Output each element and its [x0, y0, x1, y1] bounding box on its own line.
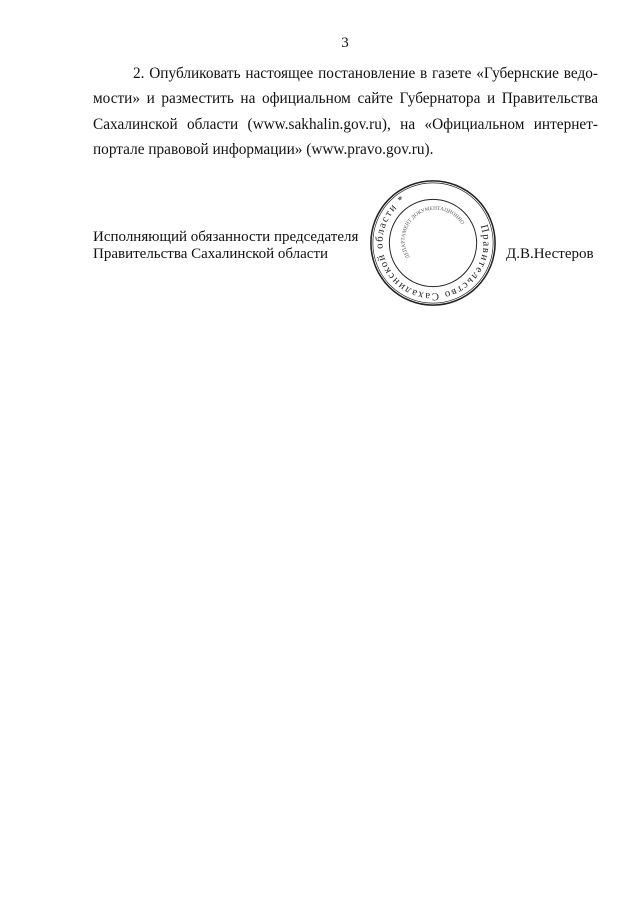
paragraph-line: 2. Опубликовать настоящее постановление в газете «Губернские ведо-: [133, 65, 598, 82]
seal-inner-text: ДЕПАРТАМЕНТ ДОКУМЕНТАЦИОННОГО: [400, 205, 466, 260]
signature-position: [93, 229, 358, 263]
paragraph-line: Сахалинской области (www.sakhalin.gov.ru), на «Официальном интернет-: [93, 115, 598, 133]
signature-position-line: Правительства Сахалинской области: [93, 246, 329, 262]
page-number: 3: [341, 35, 349, 51]
paragraph-line: портале правовой информации» (www.pravo.gov.ru).: [93, 140, 434, 158]
signature-position-line: Исполняющий обязанности председателя: [93, 229, 359, 245]
seal-outer-text: Правительство Сахалинской области *: [373, 192, 493, 303]
official-seal: [368, 178, 498, 308]
paragraph-publication: [93, 61, 598, 162]
signatory-name: Д.В.Нестеров: [506, 246, 594, 262]
paragraph-line: мости» и разместить на официальном сайте Губернатора и Правительства: [93, 90, 598, 108]
